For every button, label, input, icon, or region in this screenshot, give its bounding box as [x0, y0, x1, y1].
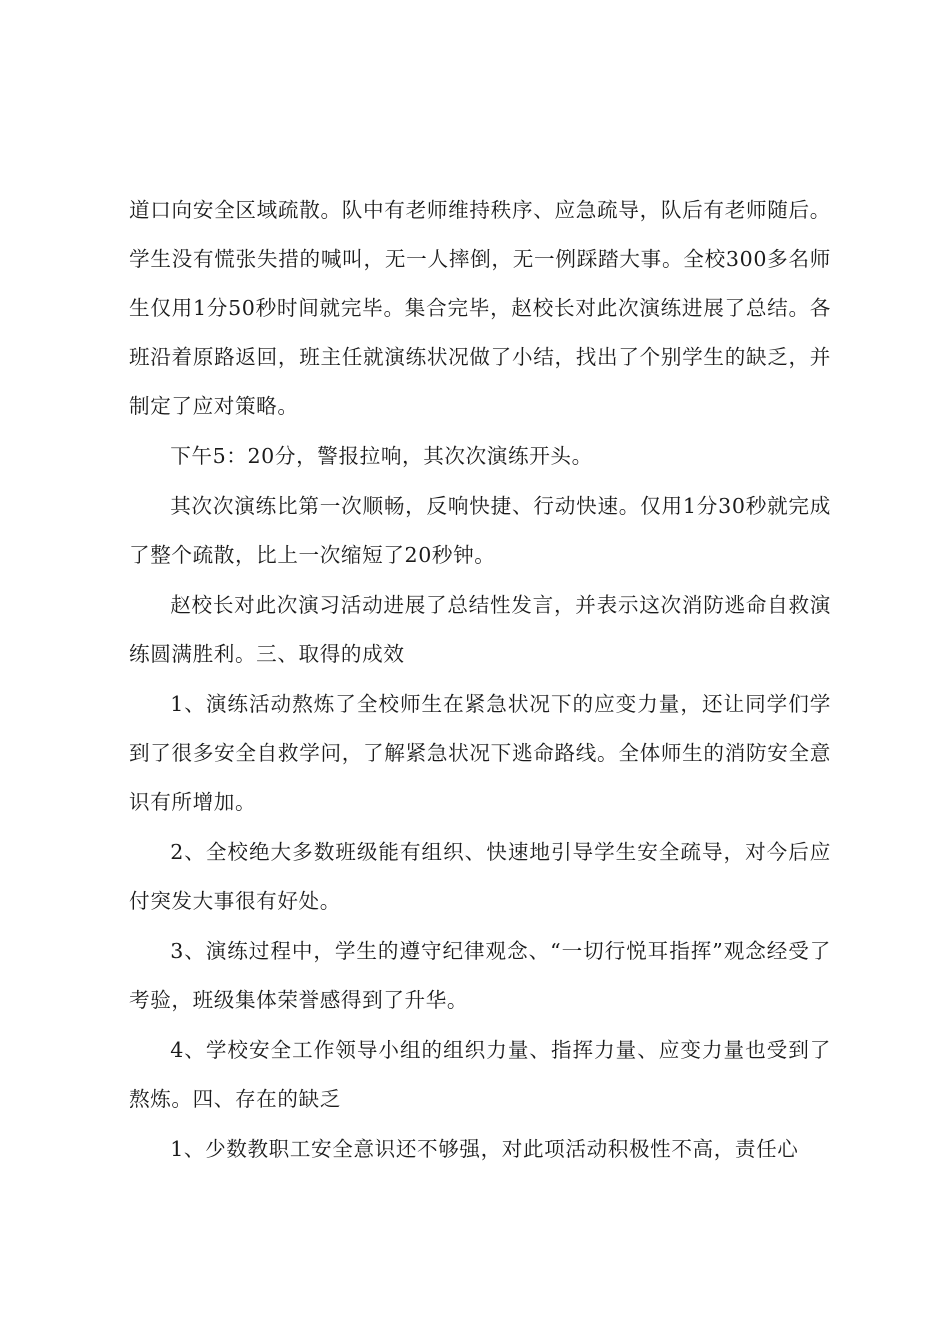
paragraph-7: 3、演练过程中，学生的遵守纪律观念、“一切行悦耳指挥”观念经受了考验，班级集体荣誉感得到了升华。	[129, 939, 831, 1012]
document-body	[129, 186, 831, 1174]
paragraph-2: 下午5：20分，警报拉响，其次次演练开头。	[170, 444, 593, 468]
paragraph-9: 1、少数教职工安全意识还不够强，对此项活动积极性不高，责任心	[170, 1137, 799, 1161]
paragraph-1: 道口向安全区域疏散。队中有老师维持秩序、应急疏导，队后有老师随后。学生没有慌张失措的喊叫，无一人摔倒，无一例踩踏大事。全校300多名师生仅用1分50秒时间就完毕。集合完毕，赵校长对此次演练进展了总结。各班沿着原路返回，班主任就演练状况做了小结，找出了个别学生的缺乏，并制定了应对策略。	[129, 198, 831, 418]
paragraph-3: 其次次演练比第一次顺畅，反响快捷、行动快速。仅用1分30秒就完成了整个疏散，比上一次缩短了20秒钟。	[129, 494, 831, 567]
paragraph-8: 4、学校安全工作领导小组的组织力量、指挥力量、应变力量也受到了熬炼。四、存在的缺乏	[129, 1038, 831, 1111]
paragraph-5: 1、演练活动熬炼了全校师生在紧急状况下的应变力量，还让同学们学到了很多安全自救学问，了解紧急状况下逃命路线。全体师生的消防安全意识有所增加。	[129, 692, 831, 814]
paragraph-4: 赵校长对此次演习活动进展了总结性发言，并表示这次消防逃命自救演练圆满胜利。三、取得的成效	[129, 593, 831, 666]
paragraph-6: 2、全校绝大多数班级能有组织、快速地引导学生安全疏导，对今后应付突发大事很有好处。	[129, 840, 831, 913]
